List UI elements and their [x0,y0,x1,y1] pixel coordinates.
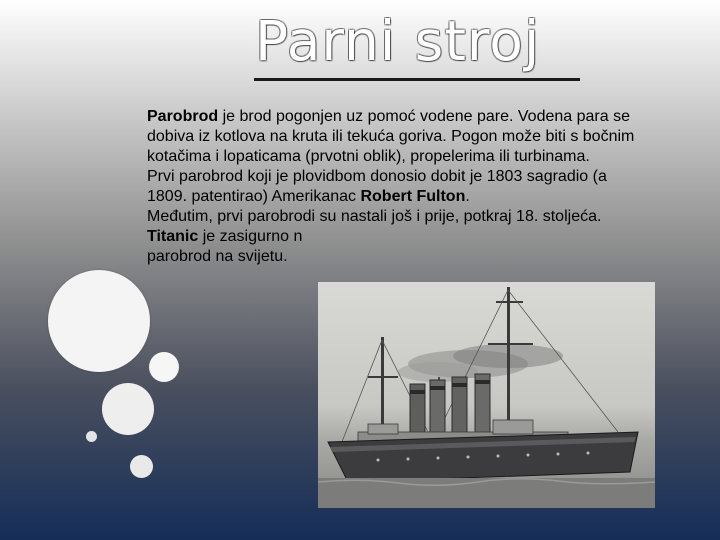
paragraph-history [147,207,647,227]
paragraph-parobrod [147,107,647,167]
paragraph-titanic [147,227,647,267]
paragraph-text: Prvi parobrod koji je plovidbom donosio dobit je 1803 sagradio (a 1809. patentirao) Amerikanac [147,168,607,205]
bold-term-parobrod: Parobrod [147,108,219,125]
paragraph-text: Međutim, prvi parobrodi su nastali još i prije, potkraj 18. stoljeća. [147,208,602,225]
paragraph-text: je brod pogonjen uz pomoć vodene pare. Vodena para se dobiva iz kotlova na kruta ili tekuća goriva. Pogon može biti s bočnim kotačima i lopaticama (prvotni oblik), propelerima ili turbinama. [147,108,635,165]
paragraph-text: parobrod na svijetu. [147,248,288,265]
paragraph-end: . [465,188,470,205]
title-underline [254,78,580,81]
decorative-circle-medium [102,383,154,435]
decorative-circle-small [149,352,179,382]
decorative-circle-tiny [86,431,97,442]
decorative-circle-large [48,270,150,372]
decorative-circle-small [130,455,153,478]
paragraph-text: je zasigurno n [198,228,303,245]
slide-body-text [147,107,647,267]
slide-title: Parni stroj [255,9,541,73]
paragraph-fulton [147,167,647,207]
bold-name-fulton: Robert Fulton [360,188,466,205]
bold-term-titanic: Titanic [147,228,199,245]
steamship-photo [318,282,655,508]
